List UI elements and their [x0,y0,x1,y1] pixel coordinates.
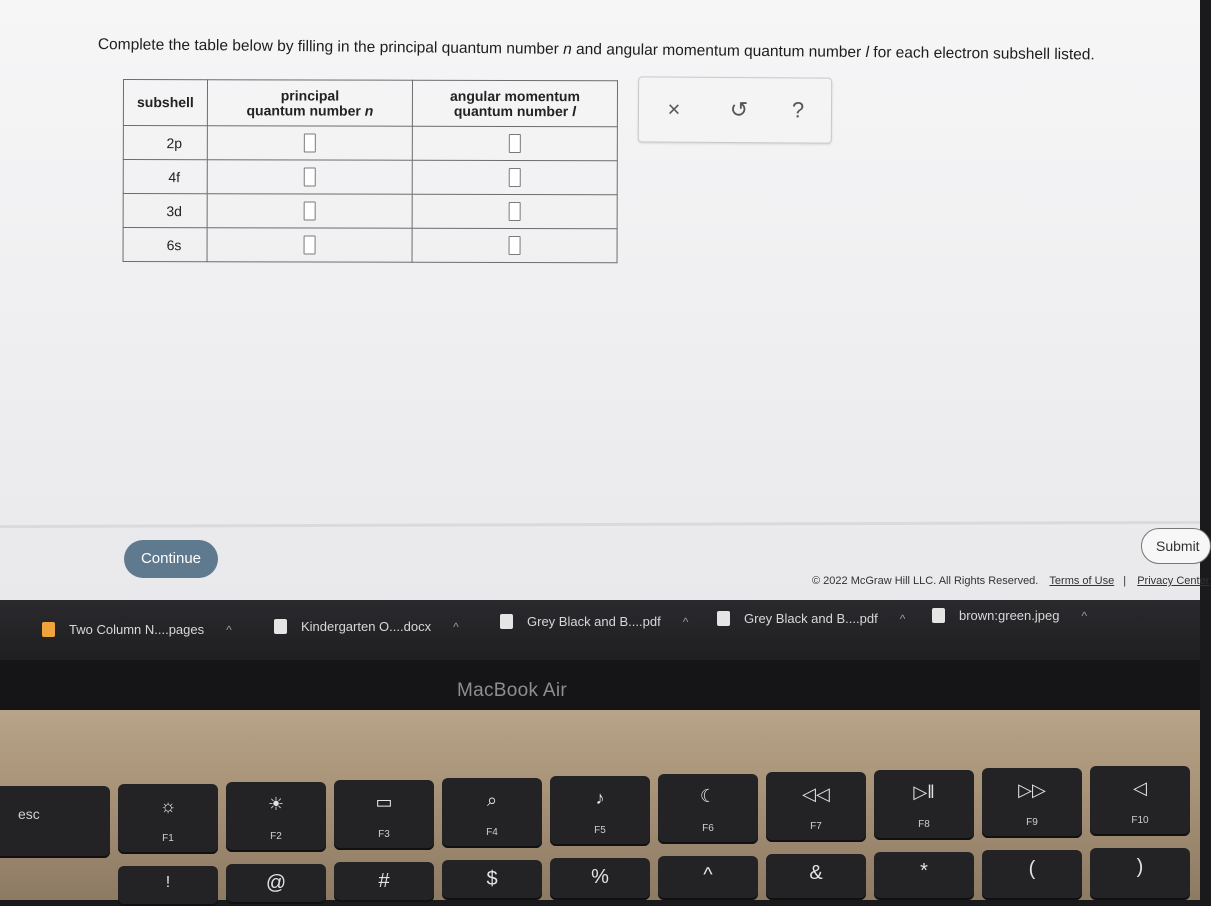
footer-links [812,575,1209,587]
key-f10[interactable] [1090,766,1190,836]
download-item[interactable] [500,614,688,629]
principal-cell [207,160,412,195]
angular-l-input[interactable] [509,134,521,153]
angular-cell [412,194,617,229]
key-3-symbol: # [378,870,390,892]
key-esc-label: esc [18,806,40,822]
instructions-text [98,36,1095,64]
mute-icon: ◁ [1133,778,1147,798]
jpeg-file-icon [932,608,945,623]
angular-l-input[interactable] [509,168,521,187]
header-principal [207,80,412,127]
table-row [123,160,617,195]
rewind-icon: ◁◁ [802,784,830,804]
key-9[interactable] [982,850,1082,900]
brightness-up-icon: ☀ [267,794,285,814]
chevron-up-icon[interactable]: ^ [226,622,232,637]
header-subshell: subshell [123,80,207,126]
header-principal-line1: principal [280,86,340,104]
key-f4-label: F4 [486,827,498,838]
key-1-symbol: ! [165,874,171,891]
device-label: MacBook Air [457,680,567,701]
footer-separator: | [1123,575,1127,587]
key-2-symbol: @ [265,872,287,894]
pdf-file-icon [717,611,730,626]
key-f7[interactable] [766,772,866,842]
download-filename: Two Column N....pages [69,622,205,637]
pages-file-icon [42,622,55,637]
answer-tools-panel [638,76,832,143]
principal-n-input[interactable] [304,133,316,152]
terms-of-use-link[interactable]: Terms of Use [1049,575,1115,587]
key-2[interactable] [226,864,326,904]
key-f1-label: F1 [162,833,174,844]
key-5[interactable] [550,858,650,900]
header-angular-variable: l [572,102,577,119]
subshell-cell [123,160,207,194]
download-filename: Kindergarten O....docx [301,619,432,634]
chevron-up-icon[interactable]: ^ [899,611,906,626]
download-item[interactable] [274,619,459,634]
docx-file-icon [274,619,287,634]
privacy-center-link[interactable]: Privacy Center [1137,575,1210,587]
key-1[interactable] [118,866,218,906]
undo-icon[interactable]: ↺ [729,96,749,123]
angular-l-input[interactable] [509,236,521,255]
header-angular [412,80,617,127]
download-filename: Grey Black and B....pdf [744,611,878,626]
principal-cell [207,228,412,263]
key-7-symbol: & [809,862,823,884]
header-angular-line2: quantum number [453,102,573,119]
subshell-cell [123,126,207,160]
download-item[interactable] [717,611,905,626]
key-8-symbol: * [920,860,928,882]
key-3[interactable] [334,862,434,902]
key-esc[interactable] [0,786,110,858]
principal-cell [207,126,412,161]
instructions-middle: and angular momentum quantum number [571,40,866,62]
key-f3-label: F3 [378,829,390,840]
subshell-label: 4f [168,168,181,185]
header-principal-line2: quantum number [246,101,365,119]
microphone-icon: ♪ [595,788,605,808]
key-f6-label: F6 [702,823,714,834]
key-f10-label: F10 [1131,815,1149,826]
table-row [123,228,617,263]
table-header-row [123,80,617,127]
brightness-down-icon: ☼ [159,796,177,816]
key-f5-label: F5 [594,825,606,836]
subshell-label: 6s [166,236,182,253]
angular-cell [412,228,617,263]
key-0[interactable] [1090,848,1190,900]
key-f2[interactable] [226,782,326,852]
help-icon[interactable]: ? [791,97,805,123]
instructions-l-variable: l [865,44,870,62]
angular-cell [412,126,617,161]
key-f4[interactable] [442,778,542,848]
key-7[interactable] [766,854,866,900]
key-f5[interactable] [550,776,650,846]
subshell-label: 3d [166,202,182,219]
fast-forward-icon: ▷▷ [1018,780,1046,800]
subshell-label: 2p [166,134,183,151]
submit-button[interactable]: Submit [1141,528,1211,564]
angular-cell [412,160,617,195]
table-row [123,126,617,161]
chevron-up-icon[interactable]: ^ [1081,608,1088,623]
header-principal-variable: n [364,102,374,119]
download-filename: brown:green.jpeg [959,608,1060,623]
key-5-symbol: % [591,866,609,888]
table-row [123,194,617,229]
instructions-suffix: for each electron subshell listed. [868,44,1095,64]
download-item[interactable] [42,622,232,637]
key-f8[interactable] [874,770,974,840]
key-f6[interactable] [658,774,758,844]
mission-control-icon: ▭ [375,792,393,812]
continue-button[interactable]: Continue [124,540,218,578]
key-f1[interactable] [118,784,218,854]
quantum-number-table [123,79,618,263]
angular-l-input[interactable] [509,202,521,221]
key-9-symbol: ( [1028,858,1036,880]
key-f8-label: F8 [918,819,930,830]
principal-n-input[interactable] [304,167,316,186]
key-f3[interactable] [334,780,434,850]
downloads-bar [0,600,1200,660]
header-angular-line1: angular momentum [449,87,580,104]
play-pause-icon: ▷‖ [913,782,935,802]
key-f7-label: F7 [810,821,822,832]
download-filename: Grey Black and B....pdf [527,614,661,629]
moon-icon: ☾ [699,786,717,806]
key-0-symbol: ) [1136,856,1144,878]
copyright-text: © 2022 McGraw Hill LLC. All Rights Reserved. [812,575,1039,587]
principal-cell [207,194,412,229]
subshell-cell [123,228,207,262]
key-4[interactable] [442,860,542,900]
chevron-up-icon[interactable]: ^ [682,614,689,629]
principal-n-input[interactable] [304,201,316,220]
instructions-prefix: Complete the table below by filling in the principal quantum number [97,36,564,58]
key-4-symbol: $ [486,868,498,890]
key-f9[interactable] [982,768,1082,838]
clear-icon[interactable]: × [667,96,681,122]
key-6-symbol: ^ [703,864,713,886]
spotlight-search-icon: ⌕ [486,790,498,810]
subshell-cell [123,194,207,228]
footer-divider [0,521,1200,528]
pdf-file-icon [500,614,513,629]
download-item[interactable] [932,608,1087,623]
principal-n-input[interactable] [304,235,316,254]
keyboard [0,710,1200,900]
key-f9-label: F9 [1026,817,1038,828]
instructions-n-variable: n [563,40,572,58]
key-6[interactable] [658,856,758,900]
chevron-up-icon[interactable]: ^ [453,619,459,634]
key-f2-label: F2 [270,831,282,842]
key-8[interactable] [874,852,974,900]
